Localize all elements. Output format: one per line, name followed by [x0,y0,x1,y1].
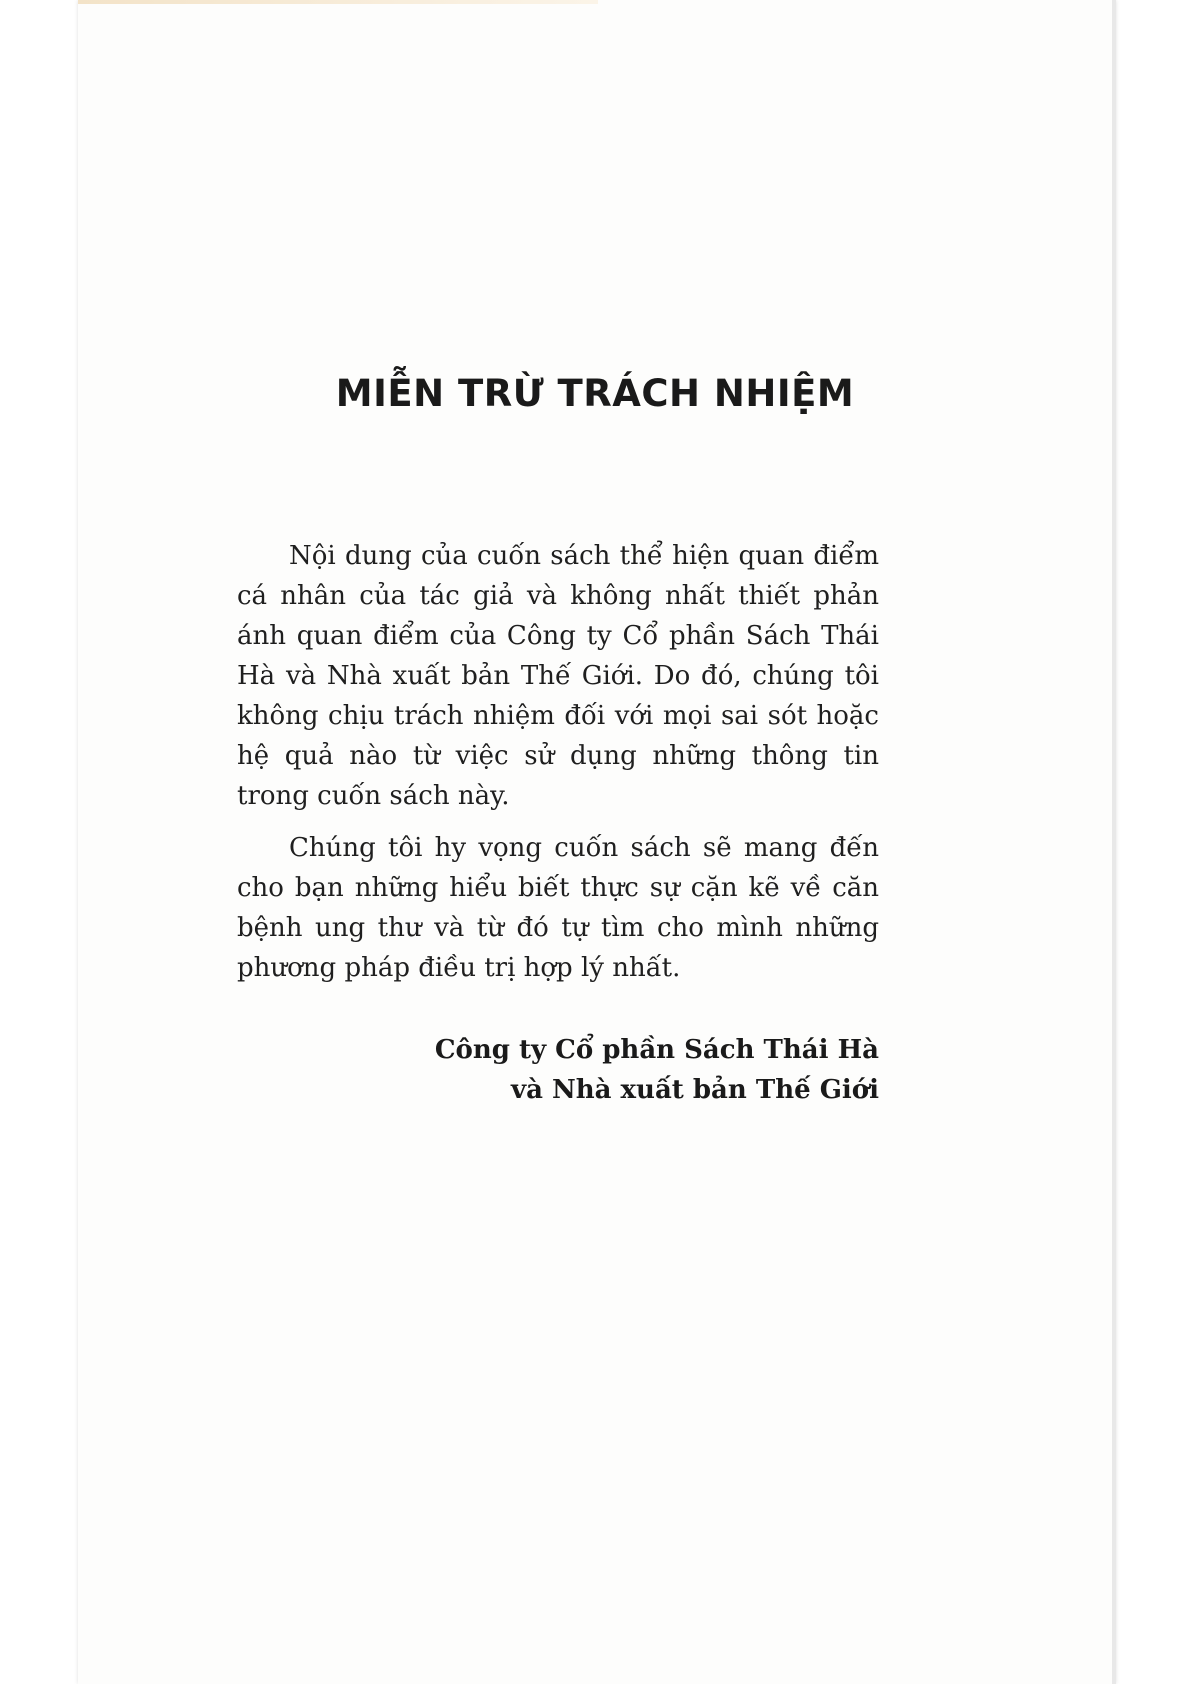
page-right-edge [1112,0,1116,1684]
page-top-edge [78,0,598,4]
disclaimer-paragraph-1: Nội dung của cuốn sách thể hiện quan điểm cá nhân của tác giả và không nhất thiết phản ánh quan điểm của Công ty Cổ phần Sách Thái Hà và Nhà xuất bản Thế Giới. Do đó, chúng tôi không chịu trách nhiệm đối với mọi sai sót hoặc hệ quả nào từ việc sử dụng những thông tin trong cuốn sách này. [237,541,879,811]
disclaimer-body [237,536,879,1000]
signature-line-1: Công ty Cổ phần Sách Thái Hà [434,1035,879,1065]
page-title: MIỄN TRỪ TRÁCH NHIỆM [335,372,855,415]
publisher-signature [237,1030,879,1110]
disclaimer-paragraph-2: Chúng tôi hy vọng cuốn sách sẽ mang đến cho bạn những hiểu biết thực sự cặn kẽ về căn bệnh ung thư và từ đó tự tìm cho mình những phương pháp điều trị hợp lý nhất. [237,833,879,983]
signature-line-2: và Nhà xuất bản Thế Giới [510,1075,879,1105]
